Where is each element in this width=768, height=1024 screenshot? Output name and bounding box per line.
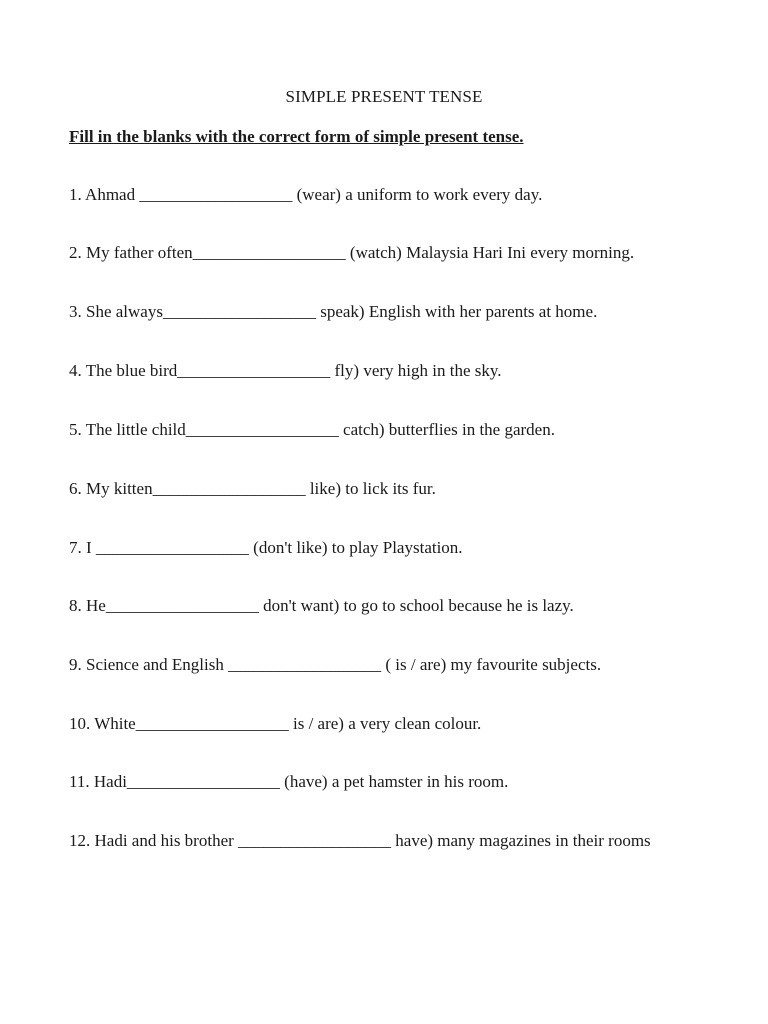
question-item: 8. He__________________ don't want) to go to school because he is lazy. <box>69 596 574 615</box>
question-item: 2. My father often__________________ (watch) Malaysia Hari Ini every morning. <box>69 243 635 262</box>
question-item: 9. Science and English __________________ ( is / are) my favourite subjects. <box>69 655 602 674</box>
question-item: 3. She always__________________ speak) English with her parents at home. <box>69 302 598 321</box>
worksheet-instruction: Fill in the blanks with the correct form of simple present tense. <box>69 127 524 146</box>
question-item: 4. The blue bird__________________ fly) very high in the sky. <box>69 361 502 380</box>
worksheet-title: SIMPLE PRESENT TENSE <box>285 87 483 106</box>
question-item: 11. Hadi__________________ (have) a pet hamster in his room. <box>69 772 509 791</box>
question-item: 7. I __________________ (don't like) to play Playstation. <box>69 538 463 557</box>
question-item: 10. White__________________ is / are) a very clean colour. <box>69 714 482 733</box>
question-item: 5. The little child__________________ catch) butterflies in the garden. <box>69 420 555 439</box>
question-item: 12. Hadi and his brother __________________ have) many magazines in their rooms <box>69 831 651 850</box>
question-item: 1. Ahmad __________________ (wear) a uniform to work every day. <box>69 185 543 204</box>
question-item: 6. My kitten__________________ like) to lick its fur. <box>69 479 436 498</box>
